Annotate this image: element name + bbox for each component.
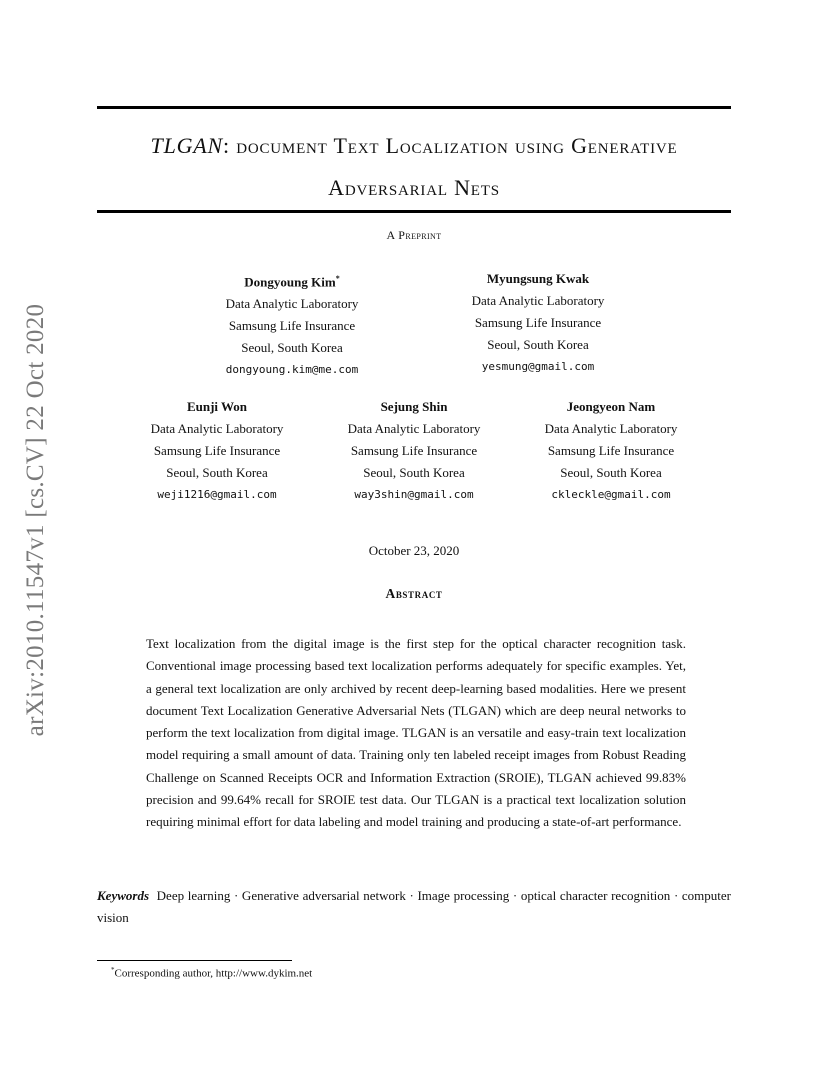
author-name: Dongyoung Kim* [244, 274, 340, 290]
title-bottom-rule [97, 210, 731, 213]
author-name: Sejung Shin [380, 399, 448, 414]
author-org: Samsung Life Insurance [474, 315, 602, 330]
footnote-text: Corresponding author, http://www.dykim.net [114, 967, 313, 980]
title-rest: : document Text Localization using Generative Adversarial Nets [223, 133, 678, 200]
author-city: Seoul, South Korea [560, 465, 662, 480]
author-city: Seoul, South Korea [241, 340, 343, 356]
author-email[interactable]: weji1216@gmail.com [157, 488, 277, 501]
arxiv-identifier: arXiv:2010.11547v1 [cs.CV] 22 Oct 2020 [22, 303, 49, 737]
author-email[interactable]: way3shin@gmail.com [354, 488, 474, 501]
author-lab: Data Analytic Laboratory [225, 296, 359, 312]
title-lead: TLGAN [150, 133, 224, 158]
author-block [226, 268, 359, 381]
footnote-rule [97, 960, 292, 961]
keywords [97, 885, 731, 929]
abstract-text: Text localization from the digital image is the first step for the optical character recognition task. Conventional image processing based text localization performs adequately for specific examples. Yet, a general text localization are only archived by recent deep-learning based modalities. Here we present document Text Localization Generative Adversarial Nets (TLGAN) which are deep neural networks to perform the text localization from digital image. TLGAN is an versatile and easy-train text localization model requiring a small amount of data. Training only ten labeled receipt images from Robust Reading Challenge on Scanned Receipts OCR and Information Extraction (SROIE), TLGAN achieved 99.83% precision and 99.64% recall for SROIE test data. Our TLGAN is a practical text localization solution requiring minimal effort for data labeling and model training and producing a state-of-art performance. [146, 636, 686, 830]
author-email[interactable]: dongyoung.kim@me.com [225, 363, 359, 377]
author-footnote-mark: * [335, 274, 340, 283]
author-org: Samsung Life Insurance [350, 443, 478, 458]
author-city: Seoul, South Korea [487, 337, 589, 352]
abstract-heading: Abstract [385, 586, 443, 601]
author-city: Seoul, South Korea [166, 465, 268, 480]
author-org: Samsung Life Insurance [547, 443, 675, 458]
author-lab: Data Analytic Laboratory [471, 293, 605, 308]
author-org: Samsung Life Insurance [228, 318, 356, 334]
author-block [151, 396, 284, 506]
author-name: Myungsung Kwak [486, 271, 590, 286]
author-lab: Data Analytic Laboratory [150, 421, 284, 436]
footnote [111, 963, 312, 981]
author-city: Seoul, South Korea [363, 465, 465, 480]
author-org: Samsung Life Insurance [153, 443, 281, 458]
author-email[interactable]: ckleckle@gmail.com [551, 488, 671, 501]
keywords-label: Keywords [97, 888, 149, 903]
author-block [472, 268, 605, 378]
author-name: Eunji Won [186, 399, 248, 414]
top-rule [97, 106, 731, 109]
author-lab: Data Analytic Laboratory [347, 421, 481, 436]
paper-title [97, 126, 731, 210]
author-name: Jeongyeon Nam [566, 399, 656, 414]
author-block [545, 396, 678, 506]
keywords-text: Deep learning · Generative adversarial network · Image processing · optical character recognition · computer vision [97, 888, 732, 925]
author-email[interactable]: yesmung@gmail.com [481, 360, 595, 373]
preprint-label: A Preprint [386, 228, 442, 242]
publication-date: October 23, 2020 [368, 543, 460, 558]
author-lab: Data Analytic Laboratory [544, 421, 678, 436]
footnote-mark: * [111, 966, 115, 974]
author-block [348, 396, 481, 506]
